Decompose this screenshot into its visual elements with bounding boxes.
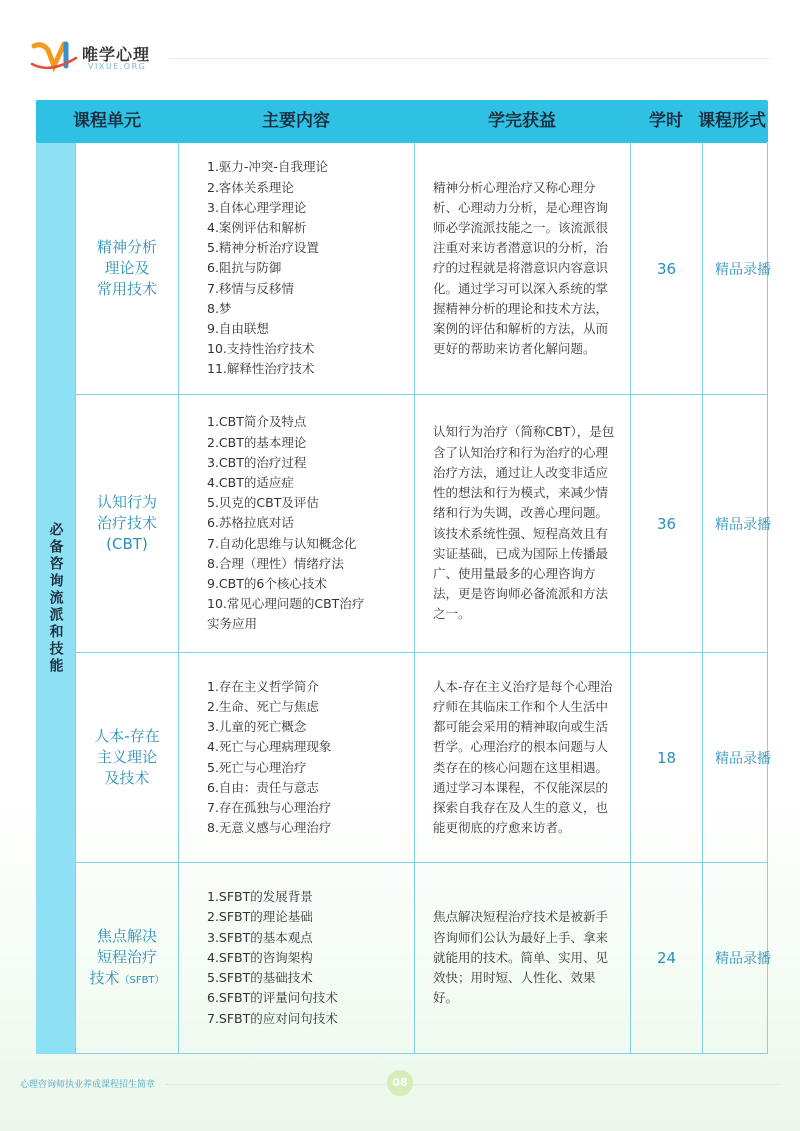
table-body [75, 143, 771, 1054]
format-cell [702, 395, 771, 653]
hours-cell: 18 [630, 653, 702, 863]
content-list [207, 157, 328, 379]
list-item: 7.存在孤独与心理治疗 [207, 799, 332, 815]
format-label: 精品录播 [715, 750, 771, 767]
header-content: 主要内容 [262, 111, 330, 131]
header-benefit: 学完获益 [488, 111, 556, 131]
logo-mark-icon [30, 40, 80, 74]
list-item: 7.自动化思维与认知概念化 [207, 535, 357, 551]
benefit-text: 人本-存在主义治疗是每个心理治疗师在其临床工作和个人生活中都可能会采用的精神取向或生活哲学。心理治疗的根本问题与人类存在的核心问题在这里相遇。通过学习本课程，不仅能深层的探索自我存在及人生的意义，也能更彻底的疗愈来访者。 [433, 678, 613, 836]
format-cell [702, 653, 771, 863]
benefit-cell [414, 395, 630, 653]
list-item: 5.死亡与心理治疗 [207, 759, 307, 775]
list-item: 3.SFBT的基本观点 [207, 929, 313, 945]
unit-line: 短程治疗 [96, 947, 157, 966]
benefit-text: 精神分析心理治疗又称心理分析、心理动力分析，是心理咨询师必学流派技能之一。该流派很注重对来访者潜意识的分析，治疗的过程就是将潜意识内容意识化。通过学习可以深入系统的掌握精神分析的理论和技术方法，案例的评估和解析的方法，从而更好的帮助来访者化解问题。 [433, 179, 609, 357]
page-header [30, 38, 770, 78]
table-header [36, 100, 768, 143]
list-item: 11.解释性治疗技术 [207, 361, 315, 377]
list-item: 2.客体关系理论 [207, 179, 294, 195]
list-item: 2.SFBT的理论基础 [207, 909, 313, 925]
benefit-cell [414, 143, 630, 395]
header-format [698, 100, 768, 143]
unit-cell [75, 863, 178, 1054]
benefit-cell [414, 863, 630, 1054]
list-item: 1.SFBT的发展背景 [207, 889, 313, 905]
unit-line: 精神分析 [96, 238, 157, 256]
list-item: 10.支持性治疗技术 [207, 341, 315, 357]
benefit-cell [414, 653, 630, 863]
content-cell [178, 143, 414, 395]
format-cell [702, 143, 771, 395]
list-item: 6.阻抗与防御 [207, 260, 282, 276]
hours-cell: 36 [630, 143, 702, 395]
list-item: 7.移情与反移情 [207, 280, 294, 296]
page-number: 08 [387, 1070, 413, 1096]
list-item: 3.CBT的治疗过程 [207, 454, 307, 470]
list-item: 9.CBT的6个核心技术 [207, 576, 327, 591]
table-row [75, 395, 771, 653]
format-cell [702, 863, 771, 1054]
unit-cell [75, 395, 178, 653]
footer-title: 心理咨询师执业养成课程招生简章 [20, 1080, 156, 1090]
content-list [207, 412, 364, 634]
list-item: 4.CBT的适应症 [207, 474, 294, 490]
list-item: 6.苏格拉底对话 [207, 515, 294, 531]
format-label: 精品录播 [715, 516, 771, 533]
unit-line: 人本-存在 [94, 727, 160, 745]
unit-line-text: 技术 [89, 968, 120, 987]
list-item: 5.SFBT的基础技术 [207, 970, 313, 986]
list-item: 4.SFBT的咨询架构 [207, 949, 313, 965]
unit-line: (CBT) [106, 535, 148, 553]
course-table [36, 100, 771, 1054]
table-row [75, 143, 771, 395]
unit-suffix: （SFBT） [119, 974, 165, 986]
unit-line: 认知行为 [96, 493, 157, 511]
list-item: 3.自体心理学理论 [207, 199, 307, 215]
content-list [207, 677, 331, 839]
list-item: 1.驱力-冲突-自我理论 [207, 159, 328, 175]
list-item: 1.CBT简介及特点 [207, 414, 307, 430]
format-label: 精品录播 [715, 951, 771, 967]
list-item: 1.存在主义哲学简介 [207, 678, 319, 694]
category-column [36, 143, 75, 1054]
content-cell [178, 395, 414, 653]
list-item: 4.案例评估和解析 [207, 219, 307, 235]
unit-line: 治疗技术 [96, 514, 157, 532]
list-item: 4.死亡与心理病理现象 [207, 739, 332, 755]
footer-divider [166, 1084, 780, 1085]
content-cell [178, 863, 414, 1054]
list-item: 5.贝克的CBT及评估 [207, 495, 319, 511]
content-list [207, 887, 338, 1028]
brand-logo[interactable] [30, 38, 165, 78]
list-item: 2.CBT的基本理论 [207, 434, 307, 450]
list-item: 3.儿童的死亡概念 [207, 719, 307, 735]
list-item: 2.生命、死亡与焦虑 [207, 698, 319, 714]
unit-line: 常用技术 [96, 280, 157, 298]
table-row [75, 653, 771, 863]
hours-cell: 36 [630, 395, 702, 653]
unit-cell [75, 143, 178, 395]
unit-cell [75, 653, 178, 863]
list-item: 8.梦 [207, 300, 232, 316]
brand-name: 唯学心理 [82, 45, 151, 64]
benefit-text: 焦点解决短程治疗技术是被新手咨询师们公认为最好上手、拿来就能用的技术。简单、实用、见效快；用时短、人性化、效果好。 [433, 909, 609, 1006]
category-label-wrap [36, 143, 75, 1054]
list-item: 6.自由：责任与意志 [207, 779, 319, 795]
content-cell [178, 653, 414, 863]
list-item: 9.自由联想 [207, 321, 269, 336]
unit-line: 及技术 [104, 769, 150, 787]
list-item: 8.无意义感与心理治疗 [207, 820, 332, 836]
list-item: 7.SFBT的应对问句技术 [207, 1010, 338, 1026]
list-item: 8.合理（理性）情绪疗法 [207, 555, 344, 571]
hours-cell: 24 [630, 863, 702, 1054]
page-footer [20, 1074, 780, 1094]
header-hours: 学时 [649, 111, 683, 131]
brand-sub: VIXUE.ORG [88, 62, 147, 71]
list-item: 10.常见心理问题的CBT治疗 [207, 596, 365, 612]
header-unit: 课程单元 [73, 111, 141, 131]
list-item: 5.精神分析治疗设置 [207, 240, 319, 256]
header-format-label: 课程形式 [698, 111, 766, 131]
list-item: 6.SFBT的评量问句技术 [207, 990, 338, 1006]
unit-line [89, 968, 164, 991]
category-label: 必备咨询流派和技能 [47, 522, 64, 675]
header-divider [170, 58, 770, 59]
list-item: 实务应用 [207, 616, 258, 632]
unit-line: 理论及 [104, 259, 150, 277]
table-row [75, 863, 771, 1054]
unit-line: 主义理论 [96, 748, 157, 766]
unit-line: 焦点解决 [96, 926, 157, 945]
format-label: 精品录播 [715, 261, 771, 278]
benefit-text: 认知行为治疗（简称CBT），是包含了认知治疗和行为治疗的心理治疗方法，通过让人改变非适应性的想法和行为模式，来减少情绪和行为失调，改善心理问题。该技术系统性强、短程高效且有实证基础，已成为国际上传播最广、使用量最多的心理咨询方法，更是咨询师必备流派和方法之一。 [433, 424, 615, 622]
